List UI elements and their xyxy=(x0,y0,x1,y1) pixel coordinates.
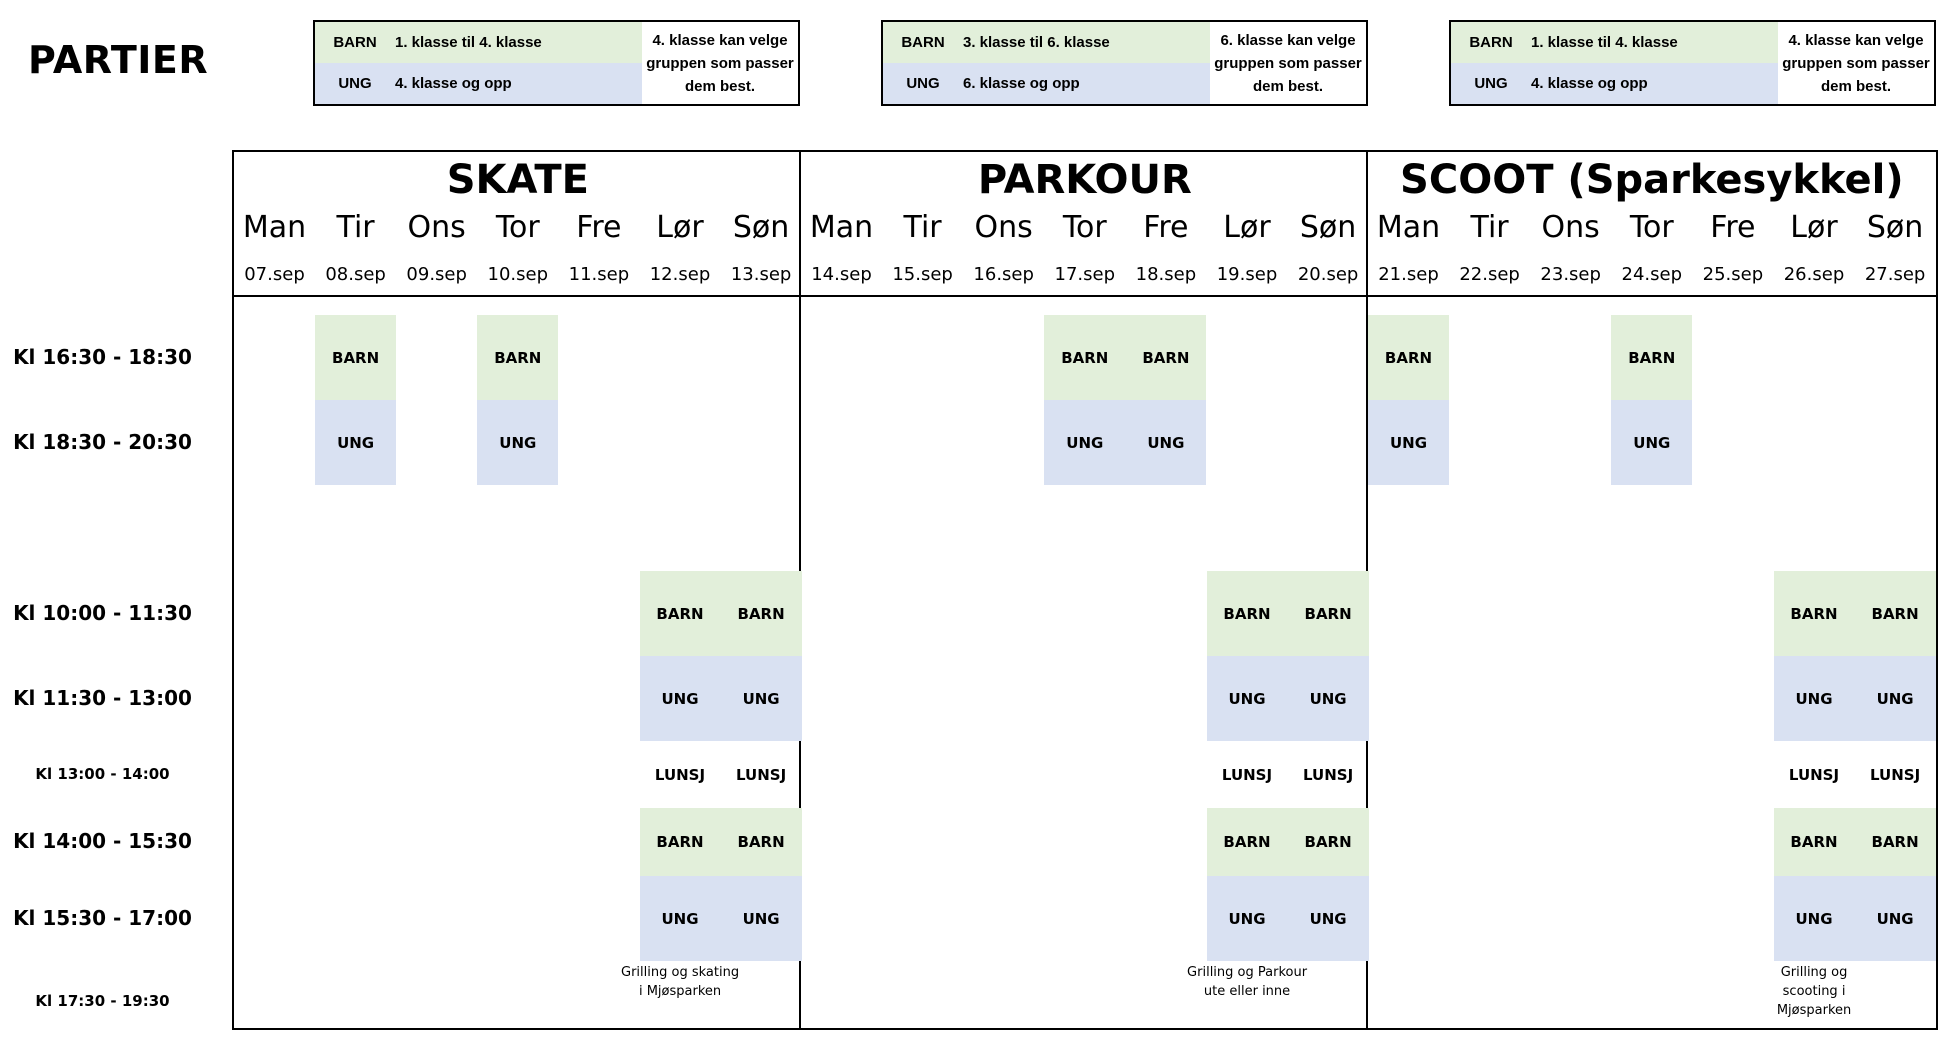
date-header: 14.sep xyxy=(811,264,872,285)
day-header: Lør xyxy=(1790,210,1838,245)
schedule-cell-ung: UNG xyxy=(1774,656,1855,741)
legend-note: 4. klasse kan velge gruppen som passer dem best. xyxy=(1782,31,1930,95)
legend-text-ung: 4. klasse og opp xyxy=(395,75,512,92)
schedule-cell-barn: BARN xyxy=(1288,571,1369,656)
schedule-cell-barn: BARN xyxy=(1855,571,1936,656)
page-title: PARTIER xyxy=(28,38,209,82)
schedule-cell-lunsj: LUNSJ xyxy=(654,765,706,784)
legend-rows xyxy=(315,22,642,104)
evening-event-note: Grilling og skating i Mjøsparken xyxy=(621,965,740,999)
date-header: 21.sep xyxy=(1378,264,1439,285)
day-header: Fre xyxy=(1710,210,1756,245)
date-header: 11.sep xyxy=(568,264,630,285)
date-header: 15.sep xyxy=(892,264,953,285)
date-header: 12.sep xyxy=(649,264,711,285)
schedule-cell-barn: BARN xyxy=(1207,808,1288,876)
schedule-cell-lunsj: LUNSJ xyxy=(1788,765,1840,784)
schedule-cell-ung: UNG xyxy=(1044,400,1125,485)
legend-text-barn: 1. klasse til 4. klasse xyxy=(395,34,542,51)
evening-event-note: Grilling og Parkour ute eller inne xyxy=(1187,965,1308,999)
section-title: SCOOT (Sparkesykkel) xyxy=(1400,157,1904,203)
day-header: Man xyxy=(809,210,874,245)
schedule-cell-ung: UNG xyxy=(1125,400,1206,485)
schedule-cell-barn: BARN xyxy=(1207,571,1288,656)
day-header: Lør xyxy=(656,210,704,245)
day-header: Man xyxy=(1376,210,1441,245)
date-header: 13.sep xyxy=(730,264,792,285)
day-header: Lør xyxy=(1223,210,1271,245)
time-slot-label: Kl 13:00 - 14:00 xyxy=(35,764,170,783)
day-header: Tor xyxy=(1629,210,1674,245)
date-header: 19.sep xyxy=(1216,264,1278,285)
time-slot-label: Kl 17:30 - 19:30 xyxy=(35,991,170,1010)
day-header: Ons xyxy=(974,210,1033,245)
schedule-cell-lunsj: LUNSJ xyxy=(1870,765,1921,784)
legend-box xyxy=(1449,20,1936,106)
schedule-cell-barn: BARN xyxy=(1774,571,1855,656)
schedule-cell-barn: BARN xyxy=(1288,808,1369,876)
date-header: 20.sep xyxy=(1297,264,1359,285)
legend-key-ung: UNG xyxy=(1474,75,1508,92)
schedule-cell-ung: UNG xyxy=(721,656,802,741)
date-header: 24.sep xyxy=(1621,264,1683,285)
day-header: Tor xyxy=(1062,210,1107,245)
schedule-cell-barn: BARN xyxy=(1774,808,1855,876)
legend-row-ung xyxy=(315,63,642,104)
time-slot-label: Kl 18:30 - 20:30 xyxy=(13,429,192,454)
schedule-cell-ung: UNG xyxy=(640,876,721,961)
day-header: Man xyxy=(242,210,307,245)
legend-text-ung: 6. klasse og opp xyxy=(963,75,1080,92)
day-header: Fre xyxy=(576,210,622,245)
section-title: SKATE xyxy=(446,157,589,203)
date-header: 26.sep xyxy=(1783,264,1845,285)
date-header: 16.sep xyxy=(973,264,1034,285)
date-header: 10.sep xyxy=(487,264,549,285)
legend-text-barn: 1. klasse til 4. klasse xyxy=(1531,34,1678,51)
time-slot-label: Kl 11:30 - 13:00 xyxy=(13,685,192,710)
day-header: Søn xyxy=(1299,210,1357,245)
date-header: 08.sep xyxy=(325,264,386,285)
schedule-cell-ung: UNG xyxy=(1207,656,1288,741)
schedule-cell-barn: BARN xyxy=(640,571,721,656)
legend-row-ung xyxy=(1451,63,1778,104)
date-header: 18.sep xyxy=(1135,264,1197,285)
legend-box xyxy=(881,20,1368,106)
legend-row-barn xyxy=(883,22,1210,63)
schedule-cell-barn: BARN xyxy=(1855,808,1936,876)
header-divider xyxy=(232,295,1938,297)
schedule-cell-ung: UNG xyxy=(1288,876,1369,961)
schedule-cell-lunsj: LUNSJ xyxy=(736,765,787,784)
time-slot-label: Kl 14:00 - 15:30 xyxy=(13,829,192,853)
date-header: 23.sep xyxy=(1540,264,1601,285)
date-header: 07.sep xyxy=(244,264,305,285)
schedule-cell-ung: UNG xyxy=(1611,400,1692,485)
legend-rows xyxy=(1451,22,1778,104)
day-header: Tir xyxy=(903,210,942,245)
day-header: Tir xyxy=(1470,210,1509,245)
schedule-cell-lunsj: LUNSJ xyxy=(1221,765,1273,784)
schedule-cell-barn: BARN xyxy=(1044,315,1125,400)
schedule-cell-barn: BARN xyxy=(721,571,802,656)
day-header: Tir xyxy=(336,210,375,245)
schedule-cell-barn: BARN xyxy=(1368,315,1449,400)
section-title: PARKOUR xyxy=(977,157,1192,203)
schedule-cell-ung: UNG xyxy=(1774,876,1855,961)
schedule-cell-ung: UNG xyxy=(1855,656,1936,741)
schedule-cell-ung: UNG xyxy=(315,400,396,485)
legend-key-ung: UNG xyxy=(338,75,372,92)
day-header: Tor xyxy=(495,210,540,245)
date-header: 25.sep xyxy=(1702,264,1764,285)
schedule-cell-barn: BARN xyxy=(477,315,558,400)
schedule-cell-ung: UNG xyxy=(1207,876,1288,961)
legend-text-barn: 3. klasse til 6. klasse xyxy=(963,34,1110,51)
day-header: Ons xyxy=(1541,210,1600,245)
legend-row-barn xyxy=(315,22,642,63)
schedule-cell-barn: BARN xyxy=(315,315,396,400)
date-header: 17.sep xyxy=(1054,264,1116,285)
schedule-cell-ung: UNG xyxy=(721,876,802,961)
legend-key-barn: BARN xyxy=(901,34,945,51)
date-header: 22.sep xyxy=(1459,264,1520,285)
time-slot-label: Kl 16:30 - 18:30 xyxy=(13,344,192,369)
schedule-cell-ung: UNG xyxy=(1368,400,1449,485)
day-header: Fre xyxy=(1143,210,1189,245)
schedule-cell-barn: BARN xyxy=(1125,315,1206,400)
date-header: 27.sep xyxy=(1864,264,1926,285)
day-header: Søn xyxy=(1866,210,1924,245)
schedule-cell-ung: UNG xyxy=(1288,656,1369,741)
legend-row-ung xyxy=(883,63,1210,104)
day-header: Søn xyxy=(732,210,790,245)
legend-key-barn: BARN xyxy=(1469,34,1513,51)
schedule-cell-barn: BARN xyxy=(1611,315,1692,400)
schedule-cell-lunsj: LUNSJ xyxy=(1303,765,1354,784)
date-header: 09.sep xyxy=(406,264,467,285)
legend-rows xyxy=(883,22,1210,104)
schedule-cell-ung: UNG xyxy=(1855,876,1936,961)
legend-text-ung: 4. klasse og opp xyxy=(1531,75,1648,92)
legend-key-barn: BARN xyxy=(333,34,377,51)
schedule-cell-ung: UNG xyxy=(477,400,558,485)
legend-row-barn xyxy=(1451,22,1778,63)
time-slot-label: Kl 10:00 - 11:30 xyxy=(13,600,192,625)
schedule-cell-ung: UNG xyxy=(640,656,721,741)
legend-box xyxy=(313,20,800,106)
legend-note: 4. klasse kan velge gruppen som passer dem best. xyxy=(646,31,794,95)
legend-note: 6. klasse kan velge gruppen som passer dem best. xyxy=(1214,31,1362,95)
schedule-cell-barn: BARN xyxy=(640,808,721,876)
schedule-cell-barn: BARN xyxy=(721,808,802,876)
day-header: Ons xyxy=(407,210,466,245)
evening-event-note: Grilling og scooting i Mjøsparken xyxy=(1776,965,1852,1018)
legend-key-ung: UNG xyxy=(906,75,940,92)
time-slot-label: Kl 15:30 - 17:00 xyxy=(13,905,192,930)
